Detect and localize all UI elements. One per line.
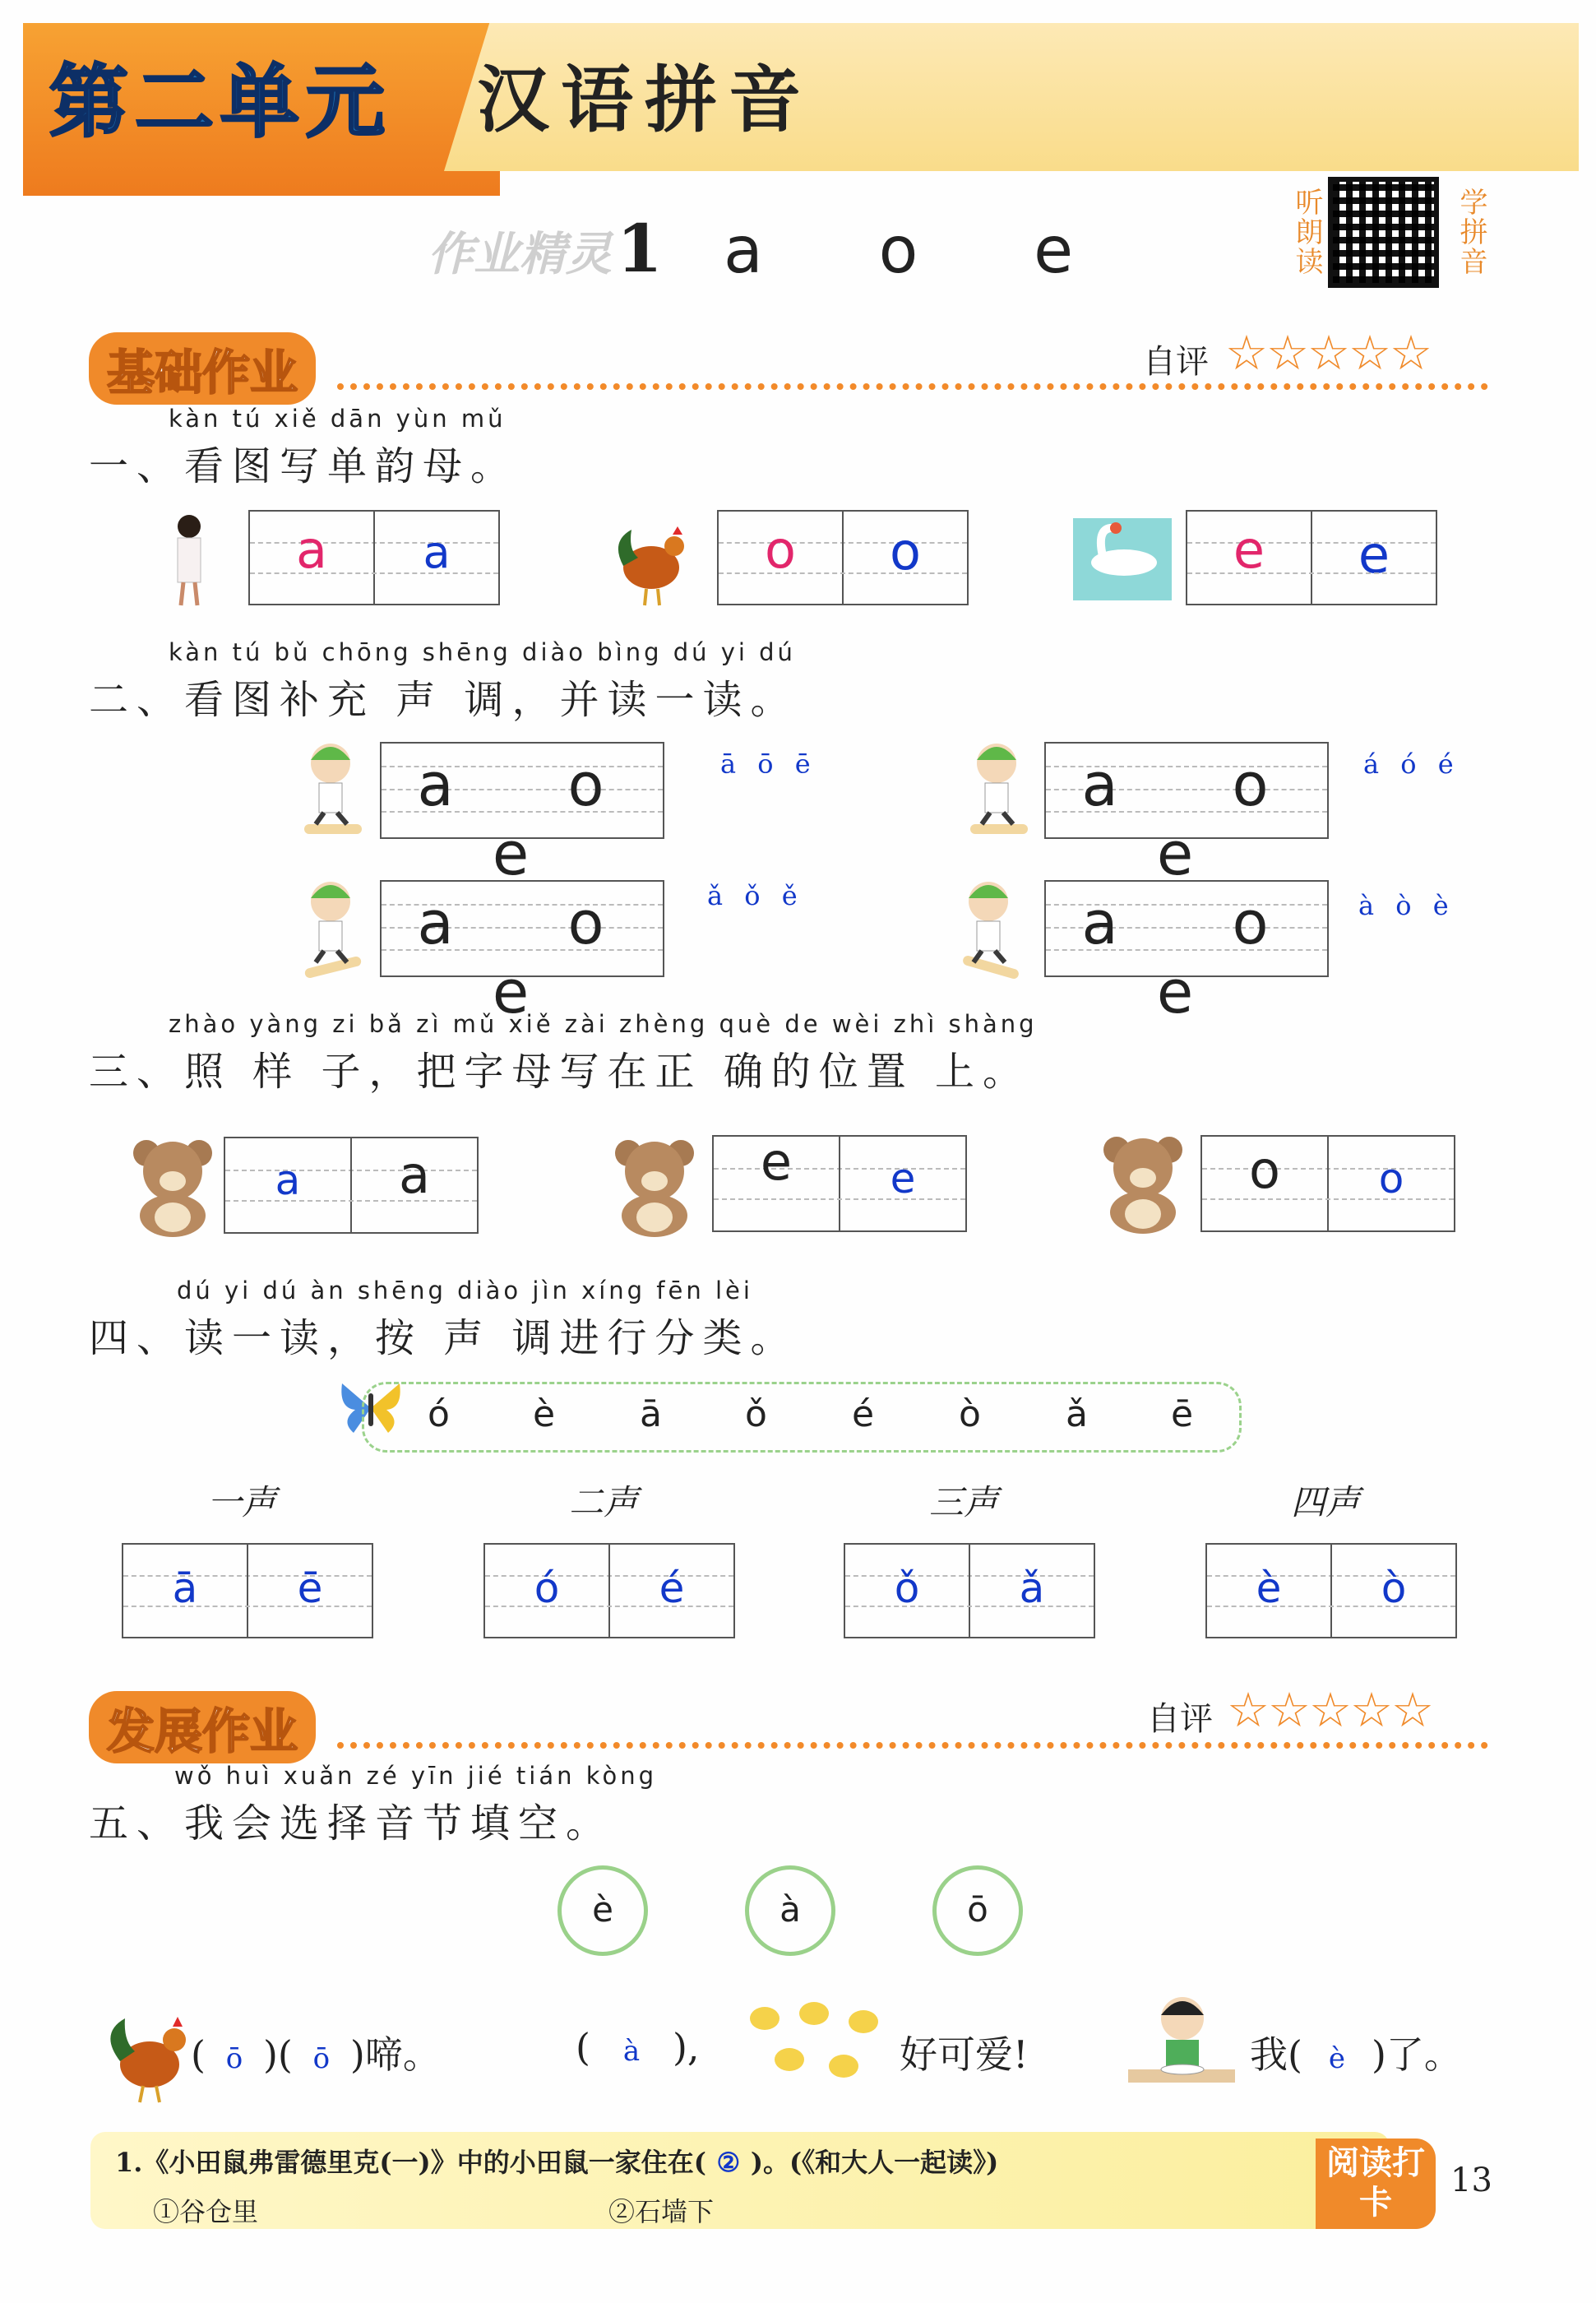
q3-pinyin: zhào yàng zi bǎ zì mǔ xiě zài zhèng què de wèi zhì shàng bbox=[169, 1010, 1038, 1038]
q2-box-3-letters: a o e bbox=[417, 888, 652, 1026]
category-answer: è bbox=[1256, 1564, 1282, 1612]
reading-option-2[interactable]: ②石墙下 bbox=[608, 2196, 715, 2227]
blank-answer[interactable]: à bbox=[622, 2035, 641, 2068]
q1-grid-e[interactable] bbox=[1186, 510, 1437, 605]
q1-model-a: a bbox=[296, 520, 327, 580]
skateboard-boy-icon bbox=[280, 877, 370, 984]
tone-pool-box bbox=[362, 1382, 1242, 1453]
q2-marks-3: ǎ ǒ ě bbox=[707, 880, 804, 911]
q2-box-4-letters: a o e bbox=[1081, 888, 1316, 1026]
teddy-bear-icon bbox=[123, 1135, 222, 1237]
category-grid-3[interactable] bbox=[844, 1543, 1095, 1638]
q2-box-2-letters: a o e bbox=[1081, 750, 1316, 888]
watermark: 作业精灵 bbox=[428, 228, 612, 281]
skateboard-boy-icon bbox=[280, 739, 370, 846]
blank-answer[interactable]: ō bbox=[312, 2042, 331, 2075]
page-number: 13 bbox=[1450, 2162, 1492, 2199]
lesson-title: a o e bbox=[724, 214, 1122, 288]
reading-question-text: 1.《小田鼠弗雷德里克(一)》中的小田鼠一家住在( bbox=[115, 2147, 706, 2178]
category-answer: ā bbox=[172, 1564, 198, 1612]
skateboard-boy-icon bbox=[937, 877, 1036, 984]
tone-pool-item: ǒ bbox=[745, 1393, 767, 1435]
q3-title: 三、照 样 子，把字母写在正 确的位置 上。 bbox=[89, 1049, 1031, 1095]
category-grid-1[interactable] bbox=[122, 1543, 373, 1638]
category-label-1: 一声 bbox=[207, 1482, 277, 1522]
tone-pool-item: ó bbox=[428, 1393, 450, 1435]
tone-pool-item: ò bbox=[959, 1393, 981, 1435]
reading-answer[interactable]: ② bbox=[716, 2147, 741, 2178]
tone-pool-item: é bbox=[852, 1393, 875, 1435]
q1-model-e: e bbox=[1233, 520, 1265, 580]
sentence-2: ( à ), bbox=[576, 2025, 700, 2069]
tone-pool-item: è bbox=[533, 1393, 556, 1435]
category-answer: ǒ bbox=[894, 1564, 920, 1612]
q3-model-e: e bbox=[760, 1132, 793, 1192]
q3-model-a: a bbox=[399, 1145, 430, 1205]
teddy-bear-icon bbox=[605, 1135, 704, 1237]
subject-title: 汉语拼音 bbox=[477, 58, 813, 142]
sentence-2-tail: 好可爱! bbox=[900, 2032, 1029, 2077]
self-eval-stars[interactable]: ☆☆☆☆☆ bbox=[1225, 325, 1431, 381]
dotted-divider bbox=[337, 383, 1488, 390]
q1-model-o: o bbox=[765, 520, 796, 580]
lesson-number: 1 bbox=[617, 210, 663, 287]
option-circle: ō bbox=[932, 1865, 1023, 1956]
q1-answer-a: a bbox=[423, 526, 451, 578]
chicks-icon bbox=[740, 1994, 888, 2092]
q2-box-1[interactable] bbox=[380, 742, 664, 888]
category-grid-4[interactable] bbox=[1205, 1543, 1457, 1638]
category-label-3: 三声 bbox=[929, 1482, 999, 1522]
q2-box-1-letters: a o e bbox=[417, 750, 652, 888]
girl-illustration bbox=[156, 510, 222, 609]
category-label-4: 四声 bbox=[1291, 1482, 1361, 1522]
qr-code-icon[interactable] bbox=[1328, 177, 1439, 288]
reading-question-tail: )。(《和大人一起读》) bbox=[750, 2147, 999, 2178]
q1-pinyin: kàn tú xiě dān yùn mǔ bbox=[169, 405, 507, 433]
unit-title: 第二单元 bbox=[49, 56, 391, 148]
sentence-1: ( ō )( ō )啼。 bbox=[191, 2032, 441, 2077]
q4-pinyin: dú yi dú àn shēng diào jìn xíng fēn lèi bbox=[177, 1277, 753, 1304]
option-circle: à bbox=[745, 1865, 835, 1956]
q3-answer-o: o bbox=[1378, 1155, 1404, 1202]
basic-homework-badge: 基础作业 bbox=[89, 332, 316, 405]
q2-marks-2: á ó é bbox=[1363, 748, 1460, 780]
q3-grid-a[interactable] bbox=[224, 1137, 479, 1234]
category-label-2: 二声 bbox=[569, 1482, 639, 1522]
q3-grid-o[interactable] bbox=[1200, 1135, 1455, 1232]
blank-answer[interactable]: è bbox=[1328, 2042, 1346, 2075]
q3-answer-a: a bbox=[275, 1156, 301, 1204]
advanced-homework-badge: 发展作业 bbox=[89, 1691, 316, 1763]
blank-answer[interactable]: ō bbox=[225, 2042, 243, 2075]
q2-pinyin: kàn tú bǔ chōng shēng diào bìng dú yi dú bbox=[169, 638, 796, 666]
sentence-3 bbox=[1250, 2025, 1462, 2079]
q3-model-o: o bbox=[1249, 1140, 1280, 1200]
self-eval-stars[interactable]: ☆☆☆☆☆ bbox=[1227, 1682, 1432, 1738]
q3-answer-e: e bbox=[890, 1155, 916, 1202]
self-eval-label: 自评 bbox=[1147, 1700, 1213, 1738]
category-answer: ē bbox=[297, 1564, 323, 1612]
sentence-3-head: 我( bbox=[1250, 2032, 1302, 2077]
category-answer: ǎ bbox=[1019, 1564, 1045, 1612]
category-answer: é bbox=[659, 1564, 685, 1612]
reading-option-1[interactable]: ①谷仓里 bbox=[153, 2196, 259, 2227]
q2-marks-1: ā ō ē bbox=[720, 748, 817, 780]
dotted-divider bbox=[337, 1742, 1488, 1749]
q1-answer-e: e bbox=[1358, 525, 1390, 585]
self-eval-label: 自评 bbox=[1143, 343, 1209, 381]
skateboard-boy-icon bbox=[946, 739, 1036, 846]
q1-title: 一、看图写单韵母。 bbox=[89, 443, 519, 489]
q2-box-3[interactable] bbox=[380, 880, 664, 1026]
listen-label: 听朗读 bbox=[1290, 188, 1323, 276]
category-answer: ò bbox=[1381, 1564, 1407, 1612]
rooster-icon bbox=[608, 517, 691, 607]
q1-grid-a[interactable] bbox=[248, 510, 500, 605]
category-grid-2[interactable] bbox=[483, 1543, 735, 1638]
boy-eating-icon bbox=[1128, 1990, 1235, 2094]
q3-grid-e[interactable] bbox=[712, 1132, 967, 1232]
sentence-3-tail: )了。 bbox=[1371, 2032, 1462, 2077]
swan-icon bbox=[1073, 518, 1172, 600]
learn-pinyin-label: 学拼音 bbox=[1455, 188, 1487, 276]
q2-box-4[interactable] bbox=[1044, 880, 1329, 1026]
rooster-icon bbox=[95, 2007, 194, 2106]
q5-title: 五、我会选择音节填空。 bbox=[89, 1800, 614, 1847]
tone-pool-item: ē bbox=[1171, 1393, 1194, 1435]
sentence-1-tail: 啼。 bbox=[364, 2032, 441, 2077]
q4-title: 四、读一读，按 声 调进行分类。 bbox=[89, 1315, 798, 1361]
category-answer: ó bbox=[534, 1564, 560, 1612]
reading-question bbox=[115, 2142, 998, 2180]
option-circle: è bbox=[557, 1865, 648, 1956]
q1-answer-o: o bbox=[890, 521, 921, 582]
tone-pool-item: ā bbox=[640, 1393, 662, 1435]
q2-box-2[interactable] bbox=[1044, 742, 1329, 888]
q5-pinyin: wǒ huì xuǎn zé yīn jié tián kòng bbox=[174, 1762, 657, 1790]
tone-pool-item: ǎ bbox=[1066, 1393, 1088, 1435]
q2-title: 二、看图补充 声 调，并读一读。 bbox=[89, 677, 798, 723]
teddy-bear-icon bbox=[1094, 1132, 1192, 1234]
q1-grid-o[interactable] bbox=[717, 510, 969, 605]
reading-checkin-button[interactable]: 阅读打卡 bbox=[1316, 2138, 1436, 2229]
q2-marks-4: à ò è bbox=[1358, 890, 1455, 921]
